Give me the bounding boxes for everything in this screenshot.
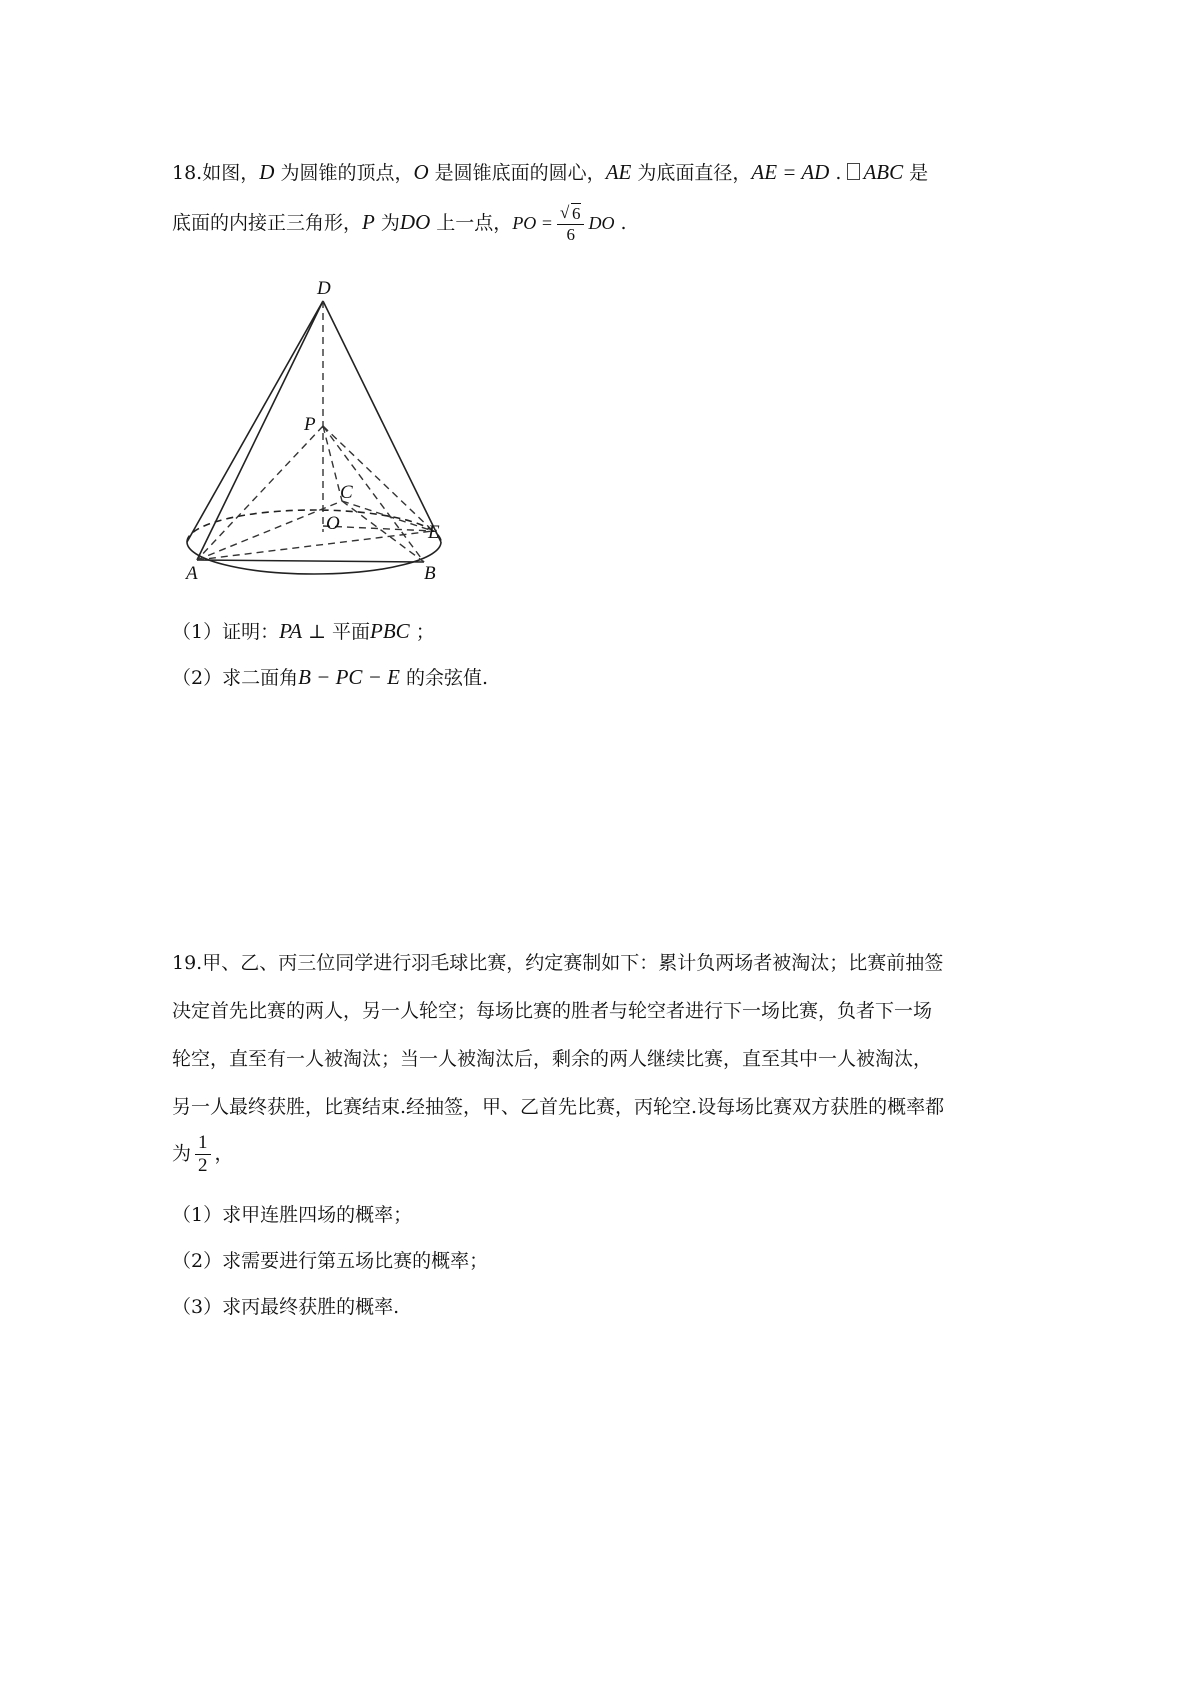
q19-line-5: 为 $\frac{1}{2}$ ，: [172, 1132, 234, 1176]
label-D: D: [317, 280, 331, 299]
label-O: O: [326, 513, 340, 534]
q19-line-3: 轮空，直至有一人被淘汰；当一人被淘汰后，剩余的两人继续比赛，直至其中一人被淘汰，: [172, 1048, 933, 1070]
math-ABC: ABC: [863, 160, 904, 184]
q19-line-1: 19.甲、乙、丙三位同学进行羽毛球比赛，约定赛制如下：累计负两场者被淘汰；比赛前抽签: [172, 952, 944, 974]
edge-PA: [197, 426, 323, 560]
math-PO-eq: PO =: [512, 213, 553, 234]
fraction-1-over-2: $\frac{1}{2}$: [195, 1132, 211, 1177]
label-P: P: [304, 414, 316, 435]
math-DO: DO: [399, 210, 431, 235]
math-PA: PA: [279, 619, 303, 643]
math-B-PC-E: B − PC − E: [298, 665, 400, 689]
perpendicular-symbol: ⊥: [308, 622, 326, 643]
q19-part-2: （2）求需要进行第五场比赛的概率；: [172, 1250, 489, 1272]
math-O: O: [413, 160, 429, 184]
q18-line-1: 18.如图，D 为圆锥的顶点，O 是圆锥底面的圆心，AE 为底面直径，AE = AD . ABC 是: [172, 160, 929, 184]
q18-part-1: （1）证明：PA ⊥ 平面PBC ；: [172, 619, 435, 643]
fraction-sqrt6-over-6: √ $\frac{6}{6}$: [557, 204, 585, 244]
math-PBC: PBC: [370, 619, 410, 643]
label-E: E: [428, 522, 440, 543]
missing-glyph-icon: [847, 163, 860, 180]
math-AE-eq-AD: AE = AD: [751, 160, 830, 184]
edge-AB: [197, 560, 424, 562]
label-A: A: [186, 563, 198, 584]
edge-PB: [323, 426, 424, 562]
q19-line-2: 决定首先比赛的两人，另一人轮空；每场比赛的胜者与轮空者进行下一场比赛，负者下一场: [172, 1000, 933, 1022]
math-AE: AE: [605, 160, 632, 184]
math-P: P: [362, 210, 375, 235]
label-B: B: [424, 563, 436, 584]
slant-edge-left: [187, 301, 323, 542]
math-D: D: [259, 160, 275, 184]
math-DO-2: DO: [588, 213, 615, 234]
q19-line-4: 另一人最终获胜，比赛结束.经抽签，甲、乙首先比赛，丙轮空.设每场比赛双方获胜的概率都: [172, 1096, 945, 1118]
cone-figure: [180, 280, 480, 590]
q19-part-3: （3）求丙最终获胜的概率.: [172, 1296, 400, 1318]
label-C: C: [340, 482, 353, 503]
q18-part-2: （2）求二面角B − PC − E 的余弦值.: [172, 665, 489, 689]
q18-line-2: 底面的内接正三角形，P 为DO 上一点，PO = √ $\frac{6}{6}$ DO .: [172, 204, 627, 244]
q19-part-1: （1）求甲连胜四场的概率；: [172, 1204, 413, 1226]
base-ellipse-back: [187, 510, 441, 542]
